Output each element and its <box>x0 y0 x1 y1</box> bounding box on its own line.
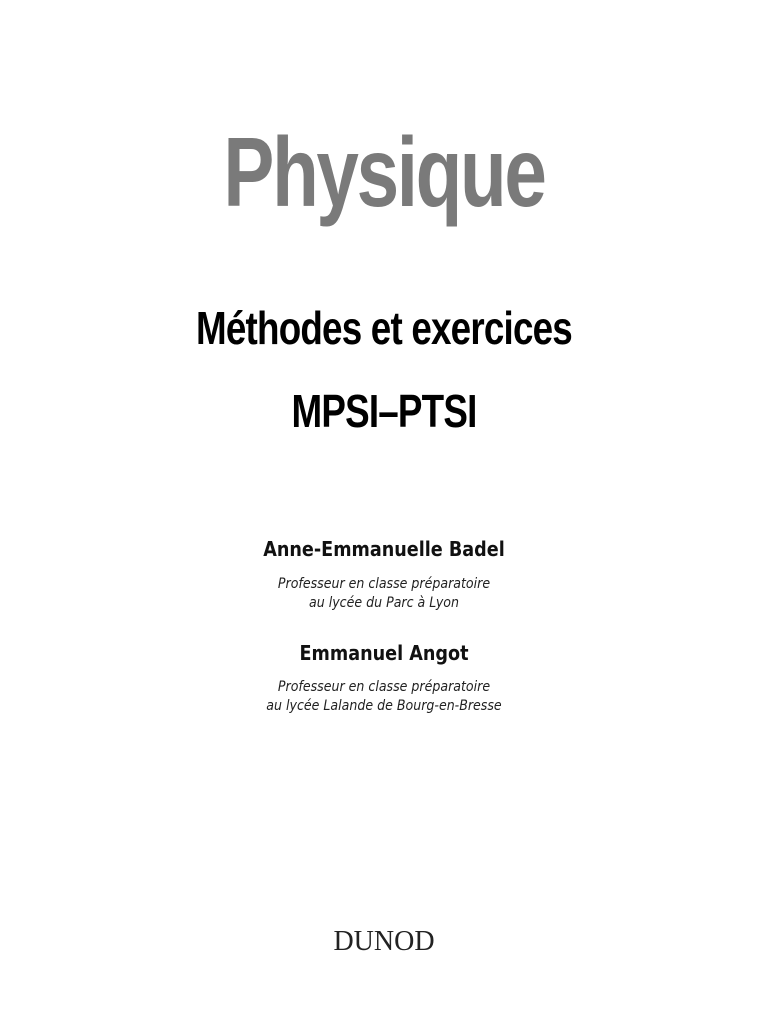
author-affiliation: Professeur en classe préparatoire <box>277 679 491 695</box>
author-affiliation: au lycée du Parc à Lyon <box>309 595 459 611</box>
publisher-name: DUNOD <box>333 926 435 957</box>
book-subtitle: Méthodes et exercices <box>196 302 572 354</box>
author-name: Anne-Emmanuelle Badel <box>263 537 505 561</box>
book-title: Physique <box>223 117 545 227</box>
author-affiliation: au lycée Lalande de Bourg-en-Bresse <box>266 698 502 714</box>
author-name: Emmanuel Angot <box>299 641 469 665</box>
author-affiliation: Professeur en classe préparatoire <box>277 576 491 592</box>
book-level: MPSI–PTSI <box>291 385 477 437</box>
